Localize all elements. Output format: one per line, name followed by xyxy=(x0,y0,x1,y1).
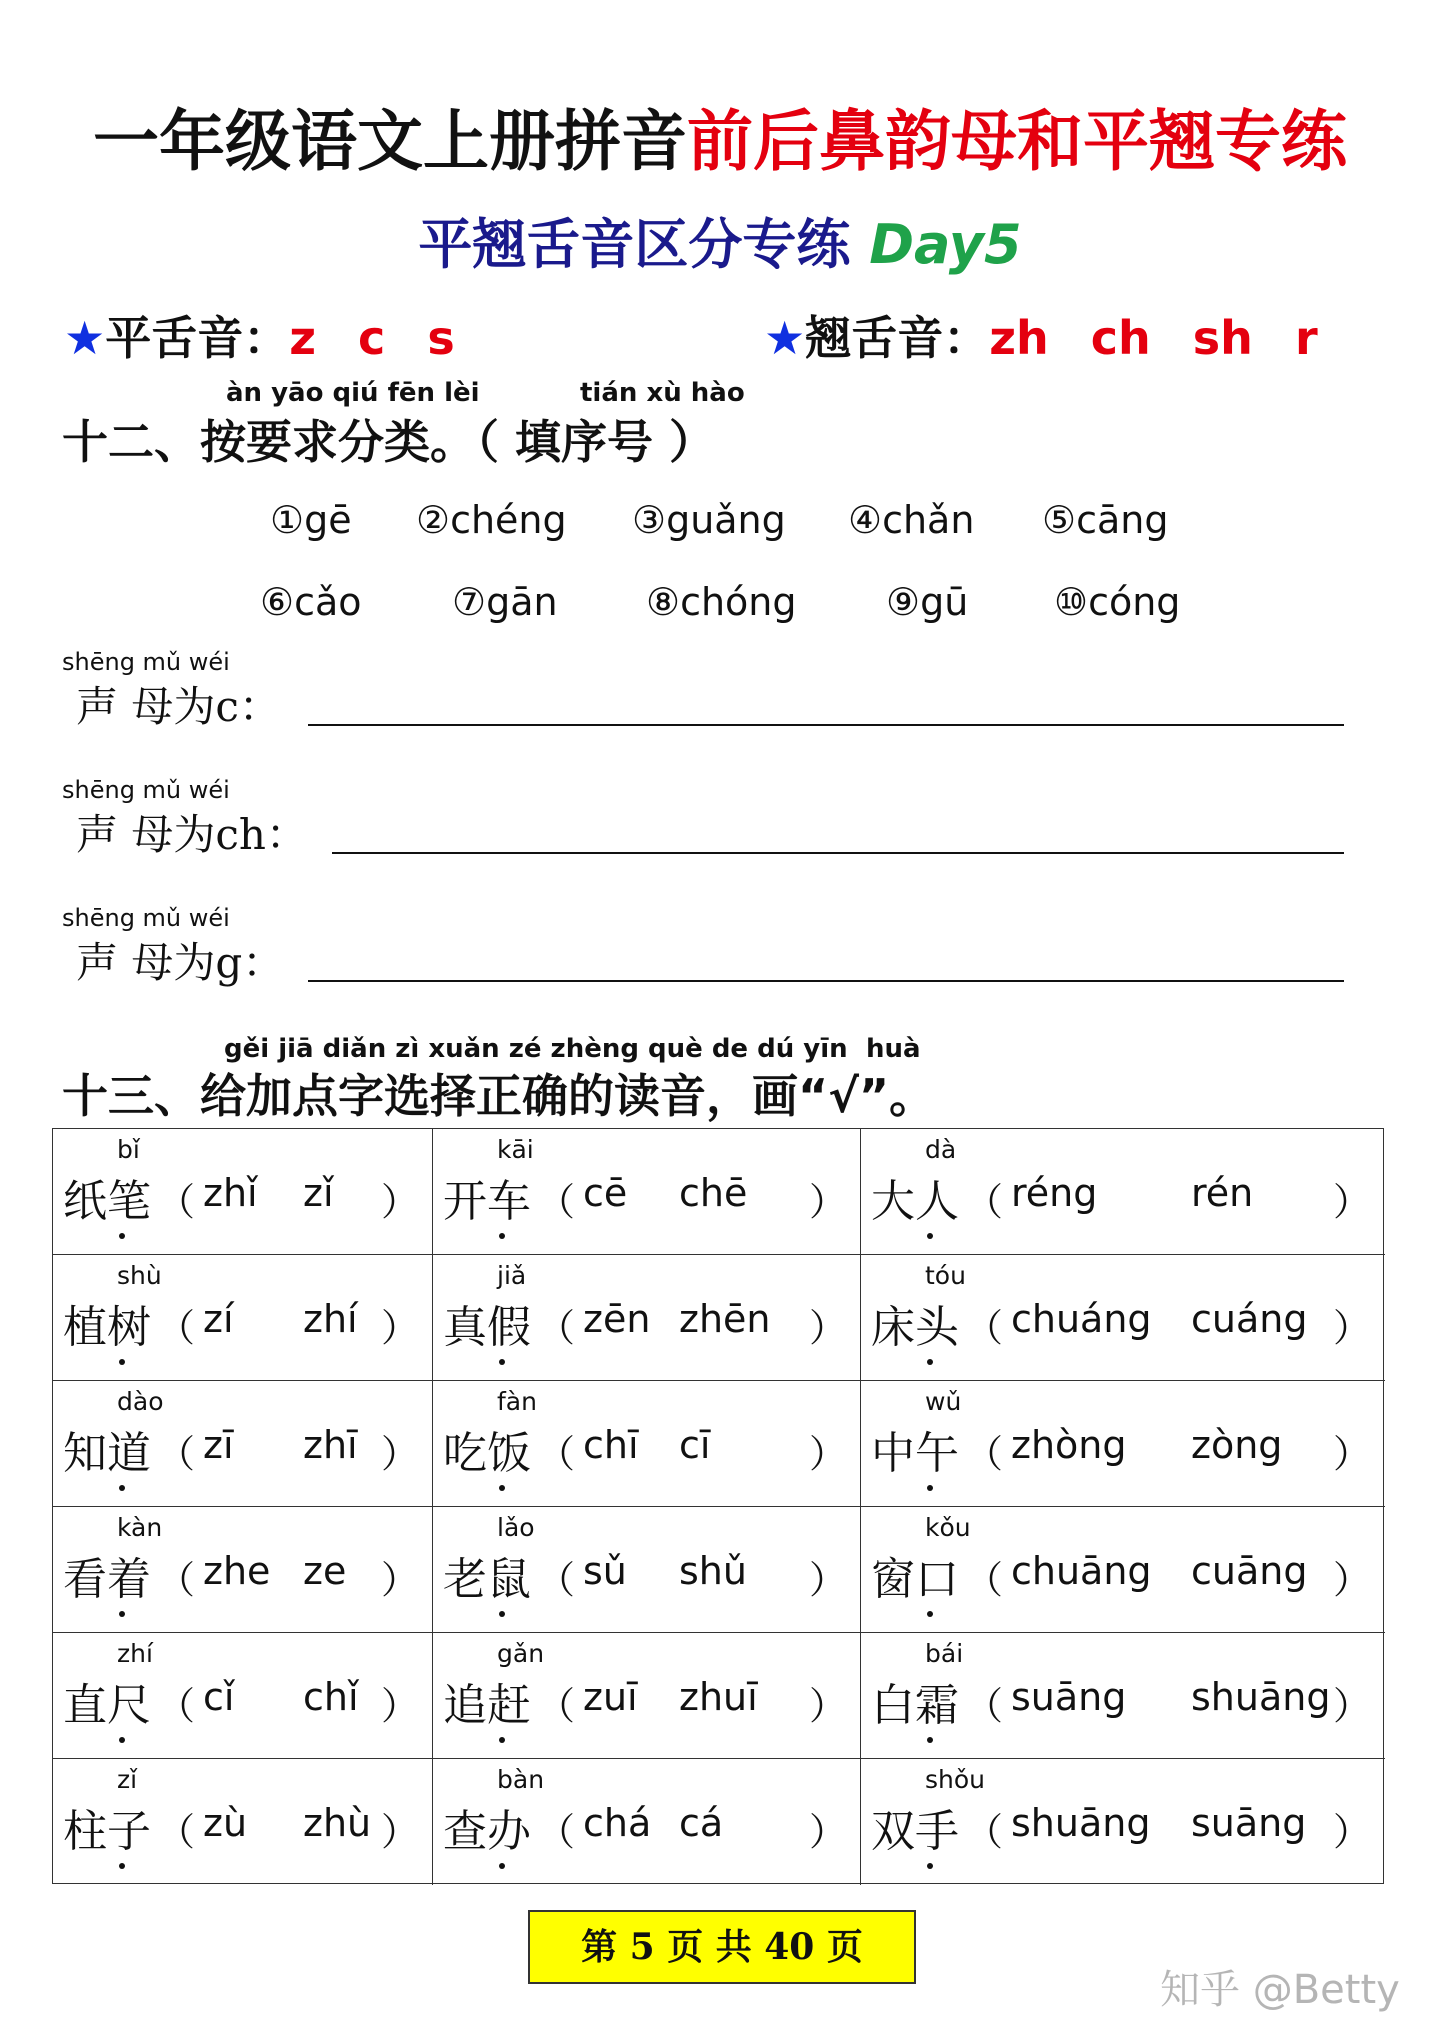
flat-tongue-label: 平舌音： xyxy=(105,311,290,365)
retro-item: zh xyxy=(989,311,1049,365)
cell-pinyin: dào xyxy=(117,1387,164,1416)
cell-word: 查办 xyxy=(443,1806,531,1857)
paren-close: ） xyxy=(809,1306,848,1350)
subtitle-day: Day5 xyxy=(869,213,1022,276)
cell-pinyin: lǎo xyxy=(497,1513,535,1542)
fill-pinyin: shēng mǔ wéi xyxy=(62,776,230,804)
reading-option[interactable]: ze xyxy=(303,1549,347,1593)
retroflex-label: 翘舌音： xyxy=(805,311,990,365)
section12-heading: 十二、按要求分类。（ 填序号 ） xyxy=(62,415,716,469)
option-item: ⑦gān xyxy=(452,580,558,624)
reading-option[interactable]: cī xyxy=(679,1423,711,1467)
emphasis-dot-icon xyxy=(499,1863,505,1869)
paren-close: ） xyxy=(809,1180,848,1224)
cell-pinyin: kāi xyxy=(497,1135,534,1164)
table-cell xyxy=(53,1255,433,1381)
emphasis-dot-icon xyxy=(927,1359,933,1365)
paren-open: （ xyxy=(157,1180,196,1224)
paren-close: ） xyxy=(1333,1810,1372,1854)
emphasis-dot-icon xyxy=(119,1611,125,1617)
cell-pinyin: bàn xyxy=(497,1765,545,1794)
paren-close: ） xyxy=(809,1558,848,1602)
table-cell xyxy=(53,1759,433,1885)
table-cell xyxy=(861,1633,1385,1759)
paren-open: （ xyxy=(537,1684,576,1728)
paren-open: （ xyxy=(157,1432,196,1476)
paren-open: （ xyxy=(965,1810,1004,1854)
reading-option[interactable]: zhēn xyxy=(679,1297,771,1341)
option-item: ⑤cāng xyxy=(1042,498,1169,542)
emphasis-dot-icon xyxy=(927,1233,933,1239)
cell-pinyin: gǎn xyxy=(497,1639,545,1668)
reading-option[interactable]: zhù xyxy=(303,1801,372,1845)
emphasis-dot-icon xyxy=(119,1863,125,1869)
reading-option[interactable]: cǐ xyxy=(203,1675,235,1719)
option-item: ⑩cóng xyxy=(1054,580,1181,624)
table-cell xyxy=(861,1381,1385,1507)
table-cell xyxy=(433,1507,861,1633)
option-item: ①gē xyxy=(270,498,352,542)
paren-open: （ xyxy=(537,1810,576,1854)
cell-pinyin: zhí xyxy=(117,1639,153,1668)
retro-item: sh xyxy=(1192,311,1253,365)
cell-word: 中午 xyxy=(871,1428,959,1479)
cell-pinyin: kàn xyxy=(117,1513,163,1542)
fill-pinyin: shēng mǔ wéi xyxy=(62,648,230,676)
table-cell xyxy=(433,1255,861,1381)
cell-word: 追赶 xyxy=(443,1680,531,1731)
reading-option[interactable]: chuāng xyxy=(1011,1549,1152,1593)
cell-pinyin: bǐ xyxy=(117,1135,140,1164)
cell-word: 白霜 xyxy=(871,1680,959,1731)
table-cell xyxy=(433,1129,861,1255)
reading-option[interactable]: zhǐ xyxy=(203,1171,258,1215)
table-cell xyxy=(53,1381,433,1507)
cell-word: 吃饭 xyxy=(443,1428,531,1479)
cell-word: 双手 xyxy=(871,1806,959,1857)
cell-word: 知道 xyxy=(63,1428,151,1479)
option-item: ②chéng xyxy=(416,498,567,542)
cell-word: 老鼠 xyxy=(443,1554,531,1605)
table-cell xyxy=(861,1507,1385,1633)
cell-word: 看着 xyxy=(63,1554,151,1605)
page-subtitle xyxy=(0,202,1440,279)
retro-item: r xyxy=(1294,311,1318,365)
reading-option[interactable]: shuāng xyxy=(1191,1675,1331,1719)
reading-option[interactable]: cuāng xyxy=(1191,1549,1308,1593)
paren-open: （ xyxy=(965,1684,1004,1728)
table-cell xyxy=(861,1255,1385,1381)
answer-line-c[interactable] xyxy=(308,724,1344,726)
reading-option[interactable]: zòng xyxy=(1191,1423,1283,1467)
reading-option[interactable]: chē xyxy=(679,1171,748,1215)
section13-pinyin-2: huà xyxy=(866,1034,921,1064)
paren-close: ） xyxy=(381,1558,420,1602)
emphasis-dot-icon xyxy=(499,1611,505,1617)
emphasis-dot-icon xyxy=(499,1737,505,1743)
reading-option[interactable]: chá xyxy=(583,1801,652,1845)
fill-label-g: 声 母为g： xyxy=(76,938,285,987)
paren-close: ） xyxy=(1333,1432,1372,1476)
paren-open: （ xyxy=(965,1180,1004,1224)
cell-pinyin: tóu xyxy=(925,1261,966,1290)
reading-option[interactable]: zhī xyxy=(303,1423,358,1467)
reading-option[interactable]: zuī xyxy=(583,1675,638,1719)
paren-close: ） xyxy=(381,1810,420,1854)
reading-option[interactable]: chǐ xyxy=(303,1675,359,1719)
cell-pinyin: bái xyxy=(925,1639,964,1668)
section13-heading: 十三、给加点字选择正确的读音，画“√”。 xyxy=(62,1069,936,1123)
emphasis-dot-icon xyxy=(927,1485,933,1491)
section12-pinyin-1: àn yāo qiú fēn lèi xyxy=(226,378,480,408)
emphasis-dot-icon xyxy=(499,1233,505,1239)
emphasis-dot-icon xyxy=(927,1863,933,1869)
answer-line-ch[interactable] xyxy=(332,852,1344,854)
fill-label-ch: 声 母为ch： xyxy=(76,810,308,859)
emphasis-dot-icon xyxy=(927,1611,933,1617)
retro-item: ch xyxy=(1090,311,1151,365)
cell-word: 开车 xyxy=(443,1176,531,1227)
flat-tongue-line xyxy=(64,302,497,368)
reading-option[interactable]: chī xyxy=(583,1423,639,1467)
retroflex-line xyxy=(764,302,1360,368)
subtitle-main: 平翘舌音区分专练 xyxy=(418,213,851,276)
paren-open: （ xyxy=(157,1558,196,1602)
section12-pinyin-2: tián xù hào xyxy=(580,378,745,408)
page-indicator: 第 5 页 共 40 页 xyxy=(528,1910,916,1984)
paren-close: ） xyxy=(1333,1306,1372,1350)
cell-pinyin: shǒu xyxy=(925,1765,986,1794)
paren-open: （ xyxy=(537,1558,576,1602)
paren-close: ） xyxy=(809,1810,848,1854)
star-icon: ★ xyxy=(764,311,806,365)
paren-open: （ xyxy=(157,1810,196,1854)
reading-option[interactable]: cē xyxy=(583,1171,628,1215)
paren-close: ） xyxy=(1333,1558,1372,1602)
option-item: ⑥cǎo xyxy=(260,580,362,624)
cell-pinyin: shù xyxy=(117,1261,162,1290)
reading-option[interactable]: shuāng xyxy=(1011,1801,1151,1845)
table-cell xyxy=(861,1129,1385,1255)
table-cell xyxy=(53,1507,433,1633)
emphasis-dot-icon xyxy=(499,1359,505,1365)
option-item: ④chǎn xyxy=(848,498,975,542)
cell-word: 柱子 xyxy=(63,1806,151,1857)
table-cell xyxy=(861,1759,1385,1885)
reading-option[interactable]: réng xyxy=(1011,1171,1098,1215)
cell-pinyin: jiǎ xyxy=(497,1261,527,1290)
paren-close: ） xyxy=(381,1684,420,1728)
reading-option[interactable]: zhuī xyxy=(679,1675,758,1719)
watermark: 知乎 @Betty xyxy=(1160,1967,1400,2013)
emphasis-dot-icon xyxy=(499,1485,505,1491)
table-cell xyxy=(433,1381,861,1507)
paren-close: ） xyxy=(381,1306,420,1350)
reading-option[interactable]: zǐ xyxy=(303,1171,334,1215)
paren-open: （ xyxy=(157,1684,196,1728)
title-red-part: 前后鼻韵母和平翘专练 xyxy=(687,103,1347,180)
reading-option[interactable]: zhe xyxy=(203,1549,271,1593)
cell-word: 大人 xyxy=(871,1176,959,1227)
paren-open: （ xyxy=(965,1306,1004,1350)
reading-option[interactable]: shǔ xyxy=(679,1549,747,1593)
paren-open: （ xyxy=(965,1432,1004,1476)
fill-label-c: 声 母为c： xyxy=(76,682,281,731)
reading-option[interactable]: suāng xyxy=(1191,1801,1307,1845)
cell-pinyin: zǐ xyxy=(117,1765,138,1794)
reading-option[interactable]: zù xyxy=(203,1801,248,1845)
emphasis-dot-icon xyxy=(119,1485,125,1491)
paren-close: ） xyxy=(1333,1684,1372,1728)
reading-option[interactable]: zēn xyxy=(583,1297,651,1341)
cell-word: 窗口 xyxy=(871,1554,959,1605)
paren-open: （ xyxy=(537,1306,576,1350)
reading-option[interactable]: cá xyxy=(679,1801,724,1845)
flat-item: c xyxy=(358,311,386,365)
emphasis-dot-icon xyxy=(927,1737,933,1743)
cell-word: 床头 xyxy=(871,1302,959,1353)
cell-word: 直尺 xyxy=(63,1680,151,1731)
reading-option[interactable]: rén xyxy=(1191,1171,1254,1215)
emphasis-dot-icon xyxy=(119,1737,125,1743)
paren-open: （ xyxy=(537,1180,576,1224)
reading-option[interactable]: zhí xyxy=(303,1297,358,1341)
reading-option[interactable]: zhòng xyxy=(1011,1423,1127,1467)
paren-open: （ xyxy=(965,1558,1004,1602)
cell-pinyin: fàn xyxy=(497,1387,537,1416)
paren-open: （ xyxy=(537,1432,576,1476)
paren-close: ） xyxy=(381,1432,420,1476)
reading-option[interactable]: zī xyxy=(203,1423,234,1467)
reading-option[interactable]: suāng xyxy=(1011,1675,1127,1719)
paren-close: ） xyxy=(809,1684,848,1728)
answer-line-g[interactable] xyxy=(308,980,1344,982)
paren-close: ） xyxy=(381,1180,420,1224)
reading-option[interactable]: zí xyxy=(203,1297,234,1341)
flat-item: s xyxy=(427,311,455,365)
reading-option[interactable]: cuáng xyxy=(1191,1297,1308,1341)
table-cell xyxy=(433,1633,861,1759)
paren-open: （ xyxy=(157,1306,196,1350)
star-icon: ★ xyxy=(64,311,106,365)
table-cell xyxy=(53,1129,433,1255)
cell-pinyin: wǔ xyxy=(925,1387,962,1416)
fill-pinyin: shēng mǔ wéi xyxy=(62,904,230,932)
cell-word: 纸笔 xyxy=(63,1176,151,1227)
cell-word: 真假 xyxy=(443,1302,531,1353)
table-cell xyxy=(53,1633,433,1759)
cell-word: 植树 xyxy=(63,1302,151,1353)
section13-pinyin-1: gěi jiā diǎn zì xuǎn zé zhèng què de dú yīn xyxy=(224,1034,848,1064)
option-item: ⑨gū xyxy=(886,580,969,624)
reading-choice-table xyxy=(52,1128,1384,1884)
page-title xyxy=(0,88,1440,183)
option-item: ③guǎng xyxy=(632,498,786,542)
title-black-part: 一年级语文上册拼音 xyxy=(93,103,687,180)
paren-close: ） xyxy=(809,1432,848,1476)
table-cell xyxy=(433,1759,861,1885)
emphasis-dot-icon xyxy=(119,1233,125,1239)
cell-pinyin: dà xyxy=(925,1135,957,1164)
cell-pinyin: kǒu xyxy=(925,1513,971,1542)
emphasis-dot-icon xyxy=(119,1359,125,1365)
option-item: ⑧chóng xyxy=(646,580,797,624)
flat-item: z xyxy=(289,311,317,365)
reading-option[interactable]: chuáng xyxy=(1011,1297,1152,1341)
paren-close: ） xyxy=(1333,1180,1372,1224)
reading-option[interactable]: sǔ xyxy=(583,1549,627,1593)
